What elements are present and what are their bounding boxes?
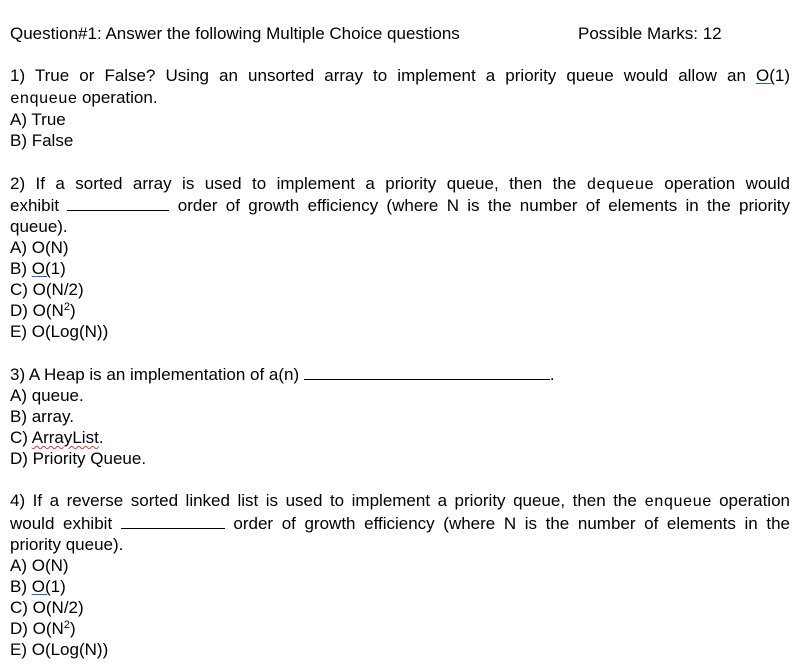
q3-option-a bbox=[10, 385, 84, 406]
q3-option-c bbox=[10, 427, 104, 448]
q3-option-b bbox=[10, 406, 74, 427]
q4-option-a bbox=[10, 555, 69, 576]
q2-option-d-suffix: ) bbox=[69, 301, 76, 320]
q2-stem-line-2-suffix: order of growth efficiency (where N is the number of elements in the priority bbox=[169, 196, 790, 215]
q2-stem-suffix: operation would bbox=[653, 174, 790, 193]
q2-option-d-prefix: D) O(N bbox=[10, 301, 64, 320]
q4-stem-line-2-prefix: would exhibit bbox=[10, 514, 121, 533]
question-title bbox=[10, 23, 460, 44]
q2-option-e-text: E) O(Log(N)) bbox=[10, 322, 109, 341]
q3-answer-blank[interactable] bbox=[304, 365, 550, 380]
q1-bigo-suffix: 1) bbox=[774, 66, 790, 85]
q2-option-a bbox=[10, 237, 69, 258]
q3-option-c-suffix: . bbox=[98, 428, 104, 447]
q1-option-a-text: A) True bbox=[10, 110, 66, 129]
q2-stem-line-3-text: queue). bbox=[10, 217, 68, 236]
q4-option-d-suffix: ) bbox=[69, 619, 76, 638]
q4-code-enqueue: enqueue bbox=[644, 493, 712, 511]
q2-answer-blank[interactable] bbox=[67, 196, 169, 211]
q4-option-b-bigo: O( bbox=[31, 577, 51, 596]
q4-option-b bbox=[10, 576, 66, 597]
q2-stem-line-1 bbox=[10, 173, 790, 196]
possible-marks-text: Possible Marks: 12 bbox=[578, 24, 722, 43]
q4-stem-text: 4) If a reverse sorted linked list is used to implement a priority queue, then the bbox=[10, 491, 645, 510]
q3-option-d bbox=[10, 448, 146, 469]
q4-option-a-text: A) O(N) bbox=[10, 556, 69, 575]
q4-answer-blank[interactable] bbox=[121, 514, 225, 529]
q1-bigo-text: O( bbox=[755, 66, 775, 85]
q4-stem-line-2-suffix: order of growth efficiency (where N is the number of elements in the bbox=[224, 514, 790, 533]
possible-marks bbox=[578, 23, 722, 44]
q4-option-d-superscript: 2 bbox=[63, 619, 70, 631]
q2-stem-line-3 bbox=[10, 216, 68, 237]
q3-stem-text: 3) A Heap is an implementation of a(n) bbox=[10, 365, 304, 384]
q2-option-b-bigo: O( bbox=[31, 259, 51, 278]
q3-stem bbox=[10, 364, 555, 385]
q1-stem-line-1 bbox=[10, 65, 790, 86]
q4-option-c bbox=[10, 597, 84, 618]
q2-option-c bbox=[10, 279, 84, 300]
q1-option-b bbox=[10, 130, 73, 151]
q2-option-a-text: A) O(N) bbox=[10, 238, 69, 257]
q2-stem-text: 2) If a sorted array is used to implement a priority queue, then the bbox=[10, 174, 587, 193]
q4-option-c-text: C) O(N/2) bbox=[10, 598, 84, 617]
q2-option-d-superscript: 2 bbox=[63, 301, 70, 313]
q1-stem-text: 1) True or False? Using an unsorted array to implement a priority queue would allow an bbox=[10, 66, 756, 85]
q2-stem-line-2-prefix: exhibit bbox=[10, 196, 68, 215]
q3-stem-period: . bbox=[549, 365, 555, 384]
q4-stem-line-2 bbox=[10, 513, 790, 534]
q4-stem-line-3 bbox=[10, 534, 123, 555]
question-title-text: Question#1: Answer the following Multiple Choice questions bbox=[10, 24, 460, 43]
q2-option-b bbox=[10, 258, 66, 279]
q1-stem-line-2 bbox=[10, 87, 158, 110]
q3-option-c-spellcheck-word: ArrayList bbox=[31, 428, 99, 447]
q1-option-a bbox=[10, 109, 66, 130]
q2-stem-line-2 bbox=[10, 195, 790, 216]
q4-option-d bbox=[10, 618, 76, 639]
q4-option-e-text: E) O(Log(N)) bbox=[10, 640, 109, 659]
q4-option-d-prefix: D) O(N bbox=[10, 619, 64, 638]
q2-code-dequeue: dequeue bbox=[586, 176, 654, 194]
q1-code-enqueue: enqueue bbox=[10, 90, 78, 108]
q4-option-b-prefix: B) bbox=[10, 577, 32, 596]
q3-option-d-text: D) Priority Queue. bbox=[10, 449, 147, 468]
q3-option-b-text: B) array. bbox=[10, 407, 74, 426]
q2-option-b-prefix: B) bbox=[10, 259, 32, 278]
q4-stem-suffix: operation bbox=[711, 491, 790, 510]
q1-stem-end: operation. bbox=[77, 88, 158, 107]
q3-option-c-prefix: C) bbox=[10, 428, 32, 447]
q2-option-e bbox=[10, 321, 108, 342]
q4-stem-line-1 bbox=[10, 490, 790, 513]
q2-option-d bbox=[10, 300, 76, 321]
q4-stem-line-3-text: priority queue). bbox=[10, 535, 124, 554]
q2-option-c-text: C) O(N/2) bbox=[10, 280, 84, 299]
q4-option-e bbox=[10, 639, 108, 660]
q4-option-b-suffix: 1) bbox=[50, 577, 66, 596]
q1-option-b-text: B) False bbox=[10, 131, 74, 150]
q3-option-a-text: A) queue. bbox=[10, 386, 84, 405]
q2-option-b-suffix: 1) bbox=[50, 259, 66, 278]
